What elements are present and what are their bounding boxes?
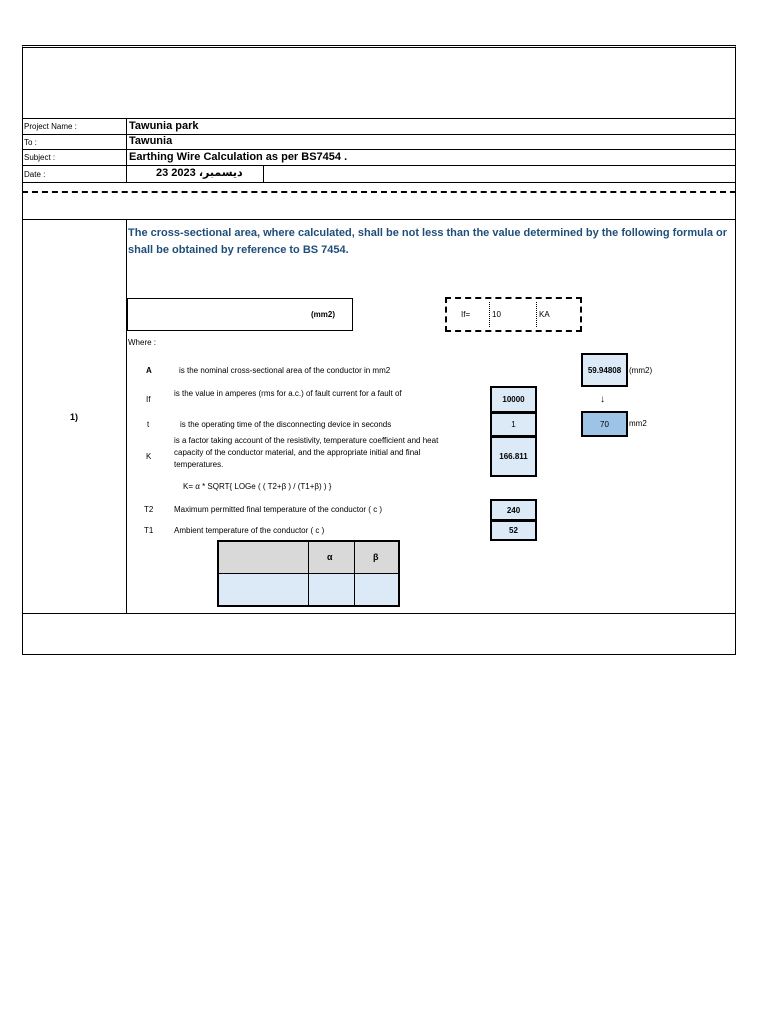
alpha-value-cell[interactable]: [309, 574, 354, 605]
intro-text: The cross-sectional area, where calculated, shall be not less than the value determined by the following formula or shall be obtained by reference to BS 7454.: [128, 227, 728, 256]
fault-current-divider: [536, 302, 537, 327]
formula-unit: (mm2): [311, 310, 336, 319]
to-value[interactable]: Tawunia: [129, 135, 173, 147]
project-name-value[interactable]: Tawunia park: [129, 120, 199, 132]
fault-current-amps[interactable]: 10000: [490, 386, 537, 413]
fault-current-value[interactable]: 10: [492, 310, 501, 319]
table-header-beta: β: [373, 552, 379, 562]
grid-line: [22, 165, 736, 166]
to-label: To :: [24, 138, 37, 147]
selected-size-value: 70: [581, 411, 628, 437]
subject-value[interactable]: Earthing Wire Calculation as per BS7454 .: [129, 151, 348, 163]
symbol-t2: T2: [144, 505, 154, 514]
arrow-down-icon: ↓: [600, 394, 605, 405]
where-label: Where :: [128, 338, 157, 347]
desc-t: is the operating time of the disconnecting device in seconds: [180, 420, 392, 429]
section-column-divider: [126, 219, 127, 613]
desc-k: is a factor taking account of the resistivity, temperature coefficient and heat capacity of the conductor material, and the appropriate initial and final temperatures.: [174, 436, 439, 469]
symbol-k: K: [146, 452, 152, 461]
date-label: Date :: [24, 170, 46, 179]
k-factor-value: 166.811: [490, 436, 537, 477]
grid-line: [22, 118, 736, 119]
fault-current-label: If=: [461, 310, 471, 319]
symbol-t: t: [147, 420, 150, 429]
symbol-if: If: [146, 395, 151, 404]
date-cell-divider: [263, 165, 264, 182]
table-header-alpha: α: [327, 552, 333, 562]
desc-a: is the nominal cross-sectional area of the conductor in mm2: [179, 366, 391, 375]
subject-label: Subject :: [24, 153, 56, 162]
selected-size-unit: mm2: [629, 419, 647, 428]
label-column-divider: [126, 118, 127, 182]
desc-t2: Maximum permitted final temperature of the conductor ( c ): [174, 505, 383, 514]
dashed-separator: [22, 191, 736, 193]
project-name-label: Project Name :: [24, 122, 77, 131]
k-formula: K= α * SQRT{ LOGe ( ( T2+β ) / (T1+β) ) }: [183, 482, 332, 491]
calculated-area-value: 59.94808: [581, 353, 628, 387]
date-value[interactable]: 23 ديسمبر، 2023: [156, 167, 243, 179]
symbol-t1: T1: [144, 526, 154, 535]
grid-line: [22, 613, 736, 614]
ambient-temperature-value[interactable]: 52: [490, 520, 537, 541]
desc-if: is the value in amperes (rms for a.c.) of fault current for a fault of: [174, 389, 402, 398]
symbol-a: A: [146, 366, 152, 375]
final-temperature-value[interactable]: 240: [490, 499, 537, 521]
grid-line: [22, 182, 736, 183]
desc-t1: Ambient temperature of the conductor ( c ): [174, 526, 325, 535]
calculated-area-unit: (mm2): [629, 366, 653, 375]
fault-current-divider: [489, 302, 490, 327]
grid-line: [22, 219, 736, 220]
grid-line: [22, 149, 736, 150]
section-number: 1): [70, 412, 79, 422]
beta-value-cell[interactable]: [355, 574, 398, 605]
operating-time-value[interactable]: 1: [490, 412, 537, 437]
fault-current-unit: KA: [539, 310, 550, 319]
